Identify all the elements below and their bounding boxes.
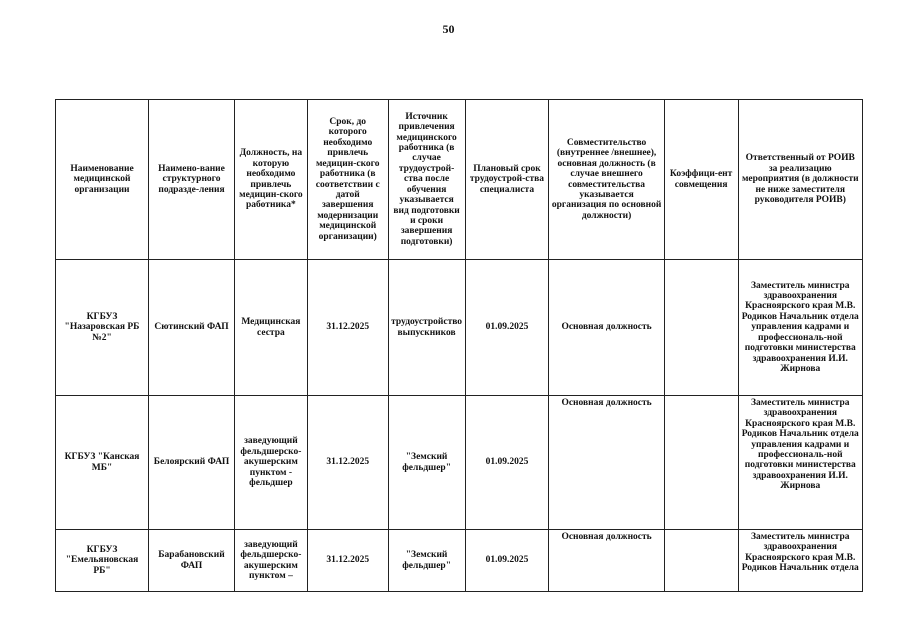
cell-source: трудоустройство выпускников [388, 260, 465, 396]
cell-combination: Основная должность [549, 396, 664, 530]
header-organization: Наименование медицинской организации [56, 100, 149, 260]
cell-unit: Белоярский ФАП [149, 396, 235, 530]
staffing-table [55, 99, 863, 592]
cell-planned-date: 01.09.2025 [465, 530, 549, 592]
header-responsible: Ответственный от РОИВ за реализацию мероприятия (в должности не ниже заместителя руководителя РОИВ) [738, 100, 862, 260]
cell-combination: Основная должность [549, 530, 664, 592]
cell-deadline: 31.12.2025 [307, 530, 388, 592]
cell-coefficient [664, 260, 738, 396]
cell-responsible: Заместитель министра здравоохранения Красноярского края М.В. Родиков Начальник отдела [738, 530, 862, 592]
cell-source: "Земский фельдшер" [388, 396, 465, 530]
cell-coefficient [664, 530, 738, 592]
cell-organization: КГБУЗ "Емельяновская РБ" [56, 530, 149, 592]
cell-unit: Барабановский ФАП [149, 530, 235, 592]
header-planned-date: Плановый срок трудоустрой-ства специалиста [465, 100, 549, 260]
cell-coefficient [664, 396, 738, 530]
cell-deadline: 31.12.2025 [307, 260, 388, 396]
cell-position: заведующий фельдшерско-акушерским пунктом - фельдшер [234, 396, 307, 530]
cell-deadline: 31.12.2025 [307, 396, 388, 530]
table-row [56, 396, 863, 530]
header-combination: Совместительство (внутреннее /внешнее), основная должность (в случае внешнего совместительства указывается организация по основной должности) [549, 100, 664, 260]
header-source: Источник привлечения медицинского работника (в случае трудоустрой-ства после обучения указывается вид подготовки и сроки завершения подготовки) [388, 100, 465, 260]
cell-position: заведующий фельдшерско-акушерским пунктом – [234, 530, 307, 592]
header-coefficient: Коэффици-ент совмещения [664, 100, 738, 260]
cell-unit: Сютинский ФАП [149, 260, 235, 396]
page-number: 50 [442, 22, 455, 36]
table-row [56, 260, 863, 396]
cell-source: "Земский фельдшер" [388, 530, 465, 592]
cell-responsible: Заместитель министра здравоохранения Красноярского края М.В. Родиков Начальник отдела управления кадрами и профессиональ-ной подготовки министерства здравоохранения И.И. Жирнова [738, 260, 862, 396]
cell-organization: КГБУЗ "Канская МБ" [56, 396, 149, 530]
cell-combination: Основная должность [549, 260, 664, 396]
cell-planned-date: 01.09.2025 [465, 396, 549, 530]
cell-organization: КГБУЗ "Назаровская РБ №2" [56, 260, 149, 396]
header-deadline: Срок, до которого необходимо привлечь медицин-ского работника (в соответствии с датой завершения модернизации медицинской организации) [307, 100, 388, 260]
table-row [56, 530, 863, 592]
cell-responsible: Заместитель министра здравоохранения Красноярского края М.В. Родиков Начальник отдела управления кадрами и профессиональ-ной подготовки министерства здравоохранения И.И. Жирнова [738, 396, 862, 530]
header-position: Должность, на которую необходимо привлечь медицин-ского работника* [234, 100, 307, 260]
table-header-row [56, 100, 863, 260]
header-unit: Наимено-вание структурного подразде-ления [149, 100, 235, 260]
cell-planned-date: 01.09.2025 [465, 260, 549, 396]
cell-position: Медицинская сестра [234, 260, 307, 396]
